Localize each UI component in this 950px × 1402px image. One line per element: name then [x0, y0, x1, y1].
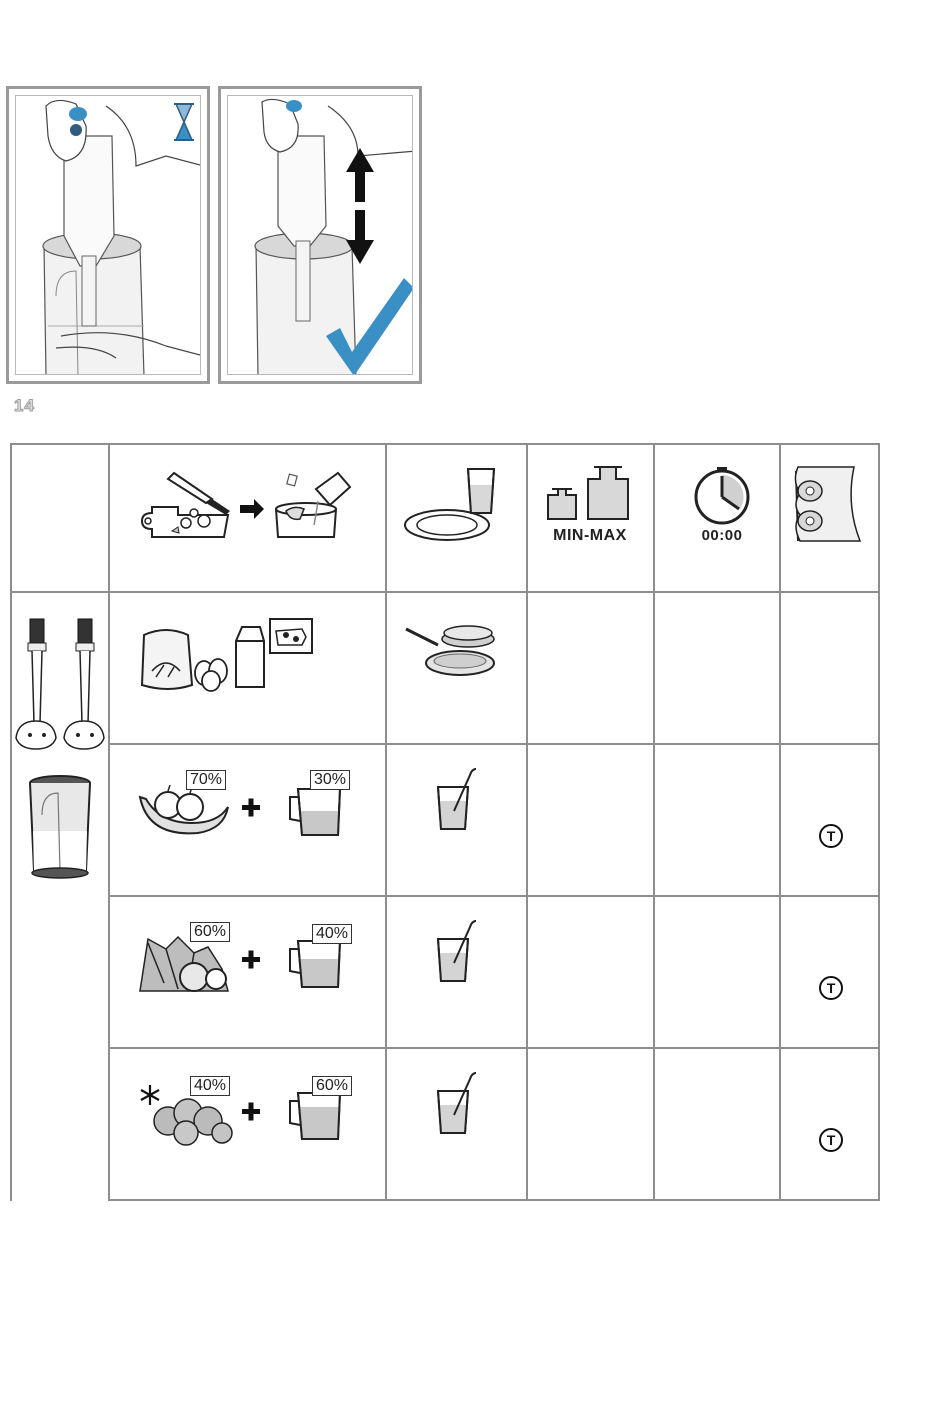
milk-carton-icon: [236, 627, 264, 687]
cow-icon: [270, 619, 312, 653]
turbo-button-icon: [818, 823, 844, 849]
table-border-left: [10, 443, 12, 1201]
table-divider: [653, 443, 655, 1201]
plus-icon: [242, 951, 260, 969]
table-border-right: [878, 443, 880, 1201]
eggs-icon: [195, 659, 227, 691]
plus-icon: [242, 1103, 260, 1121]
table-border-top: [10, 443, 880, 445]
stopwatch-icon: [692, 467, 752, 527]
frozen-berries-icon: [154, 1099, 232, 1145]
plate-icon: [405, 510, 489, 540]
liquid-percentage: 40%: [312, 924, 352, 944]
header-speed: [790, 465, 866, 550]
drink-straw-icon: [434, 1071, 484, 1135]
solid-percentage: 70%: [186, 770, 226, 790]
solid-percentage: 60%: [190, 922, 230, 942]
row-3-ingredients: [138, 919, 368, 999]
pour-into-beaker-icon: [276, 473, 350, 537]
turbo-button-icon: [818, 1127, 844, 1153]
snowflake-icon: [141, 1085, 159, 1105]
turbo-button-letter: T: [826, 828, 836, 844]
drink-straw-icon: [434, 767, 484, 831]
drink-straw-icon: [434, 919, 484, 983]
cutting-board-icon: [142, 507, 228, 537]
turbo-button-icon: [818, 975, 844, 1001]
usage-table: [10, 443, 880, 1201]
illustration-move-blender: [218, 86, 422, 384]
row-2-speed: [818, 823, 844, 854]
table-divider: [10, 591, 880, 593]
row-4-result: [434, 1071, 484, 1140]
table-divider: [108, 743, 880, 745]
arrow-right-icon: [240, 499, 264, 519]
blender-in-beaker-illustration: [16, 96, 201, 375]
row-3-speed: [818, 975, 844, 1006]
timer-label: 00:00: [701, 527, 743, 544]
accessory-column: [14, 613, 106, 888]
weights-icon: [540, 465, 640, 525]
turbo-button-letter: T: [826, 980, 836, 996]
glass-icon: [468, 469, 494, 513]
illustration-hold-blender: [6, 86, 210, 384]
measuring-jug-icon: [290, 941, 340, 987]
row-4-ingredients: [138, 1071, 368, 1151]
solid-percentage: 40%: [190, 1076, 230, 1096]
vegetables-icon: [140, 937, 228, 991]
table-divider: [526, 443, 528, 1201]
handle-buttons-icon: [790, 465, 866, 545]
table-divider: [108, 443, 110, 1201]
plus-icon: [242, 799, 260, 817]
row-4-speed: [818, 1127, 844, 1158]
up-down-arrow-icon: [346, 148, 374, 264]
beaker-icon: [30, 776, 90, 878]
header-time: [692, 467, 752, 532]
liquid-percentage: 60%: [312, 1076, 352, 1096]
header-preparation: [138, 465, 358, 550]
flour-bag-icon: [142, 630, 192, 689]
blender-shaft-icon: [16, 619, 56, 749]
figure-number: 14: [14, 396, 35, 415]
measuring-jug-icon: [290, 789, 340, 835]
hourglass-icon: [174, 104, 194, 140]
header-quantity: [540, 465, 640, 530]
row-1-ingredients: [138, 615, 318, 700]
blender-up-down-illustration: [228, 96, 413, 375]
row-3-result: [434, 919, 484, 988]
turbo-button-letter: T: [826, 1132, 836, 1148]
table-divider: [385, 443, 387, 1201]
row-1-result: [404, 619, 504, 694]
weight-label: MIN-MAX: [553, 527, 627, 544]
pancakes-pan-icon: [404, 619, 504, 689]
measuring-jug-icon: [290, 1093, 340, 1139]
row-2-ingredients: [138, 767, 368, 847]
row-2-result: [434, 767, 484, 836]
blender-shaft-icon: [64, 619, 104, 749]
table-divider: [108, 895, 880, 897]
table-border-bottom: [108, 1199, 880, 1201]
header-result: [402, 465, 512, 550]
fruit-icon: [140, 785, 228, 833]
liquid-percentage: 30%: [310, 770, 350, 790]
table-divider: [779, 443, 781, 1201]
table-divider: [108, 1047, 880, 1049]
